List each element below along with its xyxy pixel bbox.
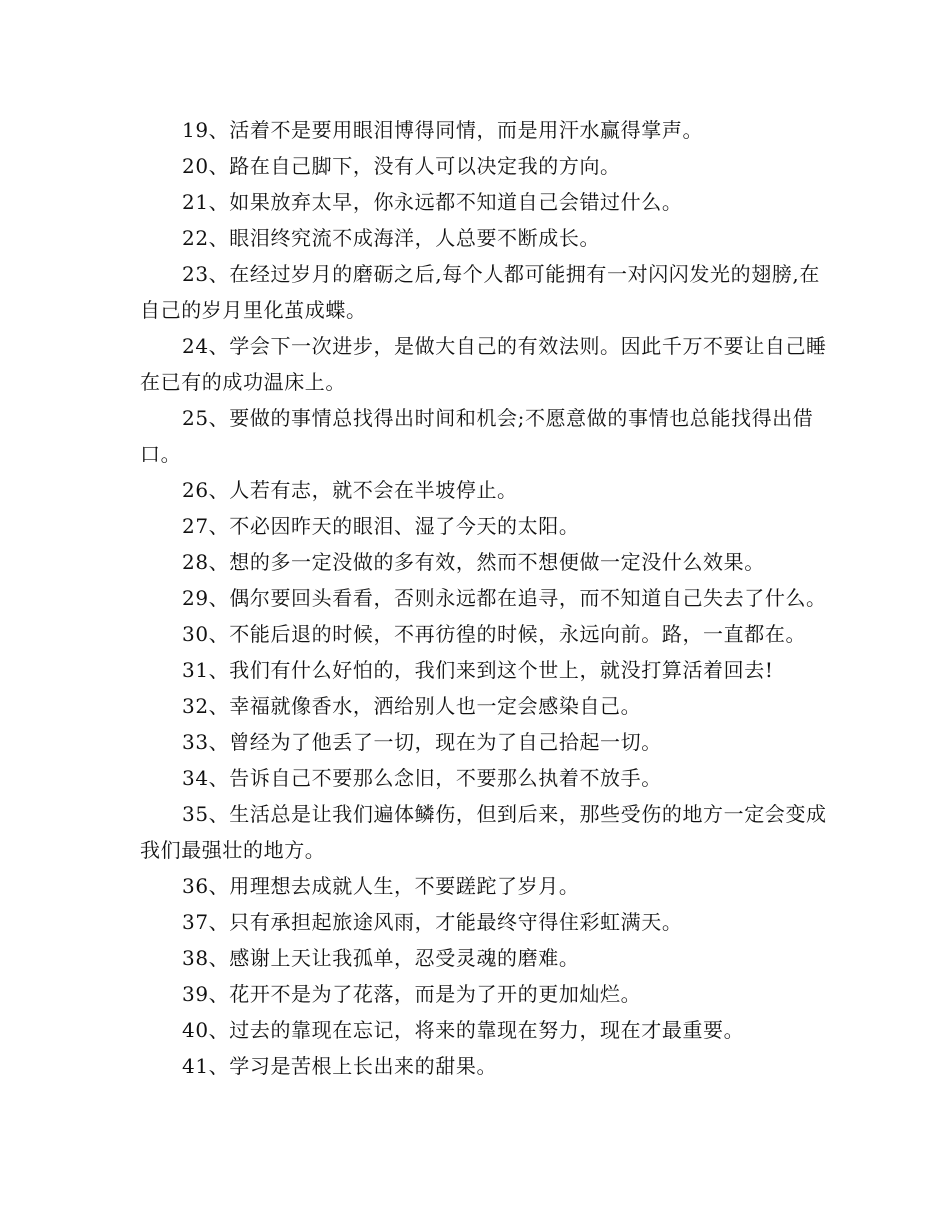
quote-paragraph-38: 38、感谢上天让我孤单，忍受灵魂的磨难。	[182, 946, 580, 970]
quote-paragraph-37: 37、只有承担起旅途风雨，才能最终守得住彩虹满天。	[182, 910, 683, 934]
quote-paragraph-30: 30、不能后退的时候，不再彷徨的时候，永远向前。路，一直都在。	[182, 622, 807, 646]
quote-paragraph-19: 19、活着不是要用眼泪博得同情，而是用汗水赢得掌声。	[182, 118, 704, 142]
quote-paragraph-39: 39、花开不是为了花落，而是为了开的更加灿烂。	[182, 982, 642, 1006]
quote-paragraph-27: 27、不必因昨天的眼泪、湿了今天的太阳。	[182, 514, 580, 538]
quote-paragraph-33: 33、曾经为了他丢了一切，现在为了自己拾起一切。	[182, 730, 662, 754]
quote-list	[140, 112, 830, 1084]
quote-paragraph-26: 26、人若有志，就不会在半坡停止。	[182, 478, 518, 502]
quote-paragraph-41: 41、学习是苦根上长出来的甜果。	[182, 1054, 498, 1078]
quote-paragraph-36: 36、用理想去成就人生，不要蹉跎了岁月。	[182, 874, 580, 898]
quote-paragraph-24: 24、学会下一次进步，是做大自己的有效法则。因此千万不要让自己睡在已有的成功温床上。	[140, 334, 827, 394]
quote-paragraph-20: 20、路在自己脚下，没有人可以决定我的方向。	[182, 154, 621, 178]
quote-paragraph-23: 23、在经过岁月的磨砺之后,每个人都可能拥有一对闪闪发光的翅膀,在自己的岁月里化茧成蝶。	[140, 262, 820, 322]
quote-paragraph-28: 28、想的多一定没做的多有效，然而不想便做一定没什么效果。	[182, 550, 765, 574]
quote-paragraph-29: 29、偶尔要回头看看，否则永远都在追寻，而不知道自己失去了什么。	[182, 586, 827, 610]
quote-paragraph-22: 22、眼泪终究流不成海洋，人总要不断成长。	[182, 226, 601, 250]
quote-paragraph-31: 31、我们有什么好怕的，我们来到这个世上，就没打算活着回去!	[182, 658, 774, 682]
quote-paragraph-35: 35、生活总是让我们遍体鳞伤，但到后来，那些受伤的地方一定会变成我们最强壮的地方。	[140, 802, 827, 862]
quote-paragraph-32: 32、幸福就像香水，洒给别人也一定会感染自己。	[182, 694, 642, 718]
quote-paragraph-40: 40、过去的靠现在忘记，将来的靠现在努力，现在才最重要。	[182, 1018, 745, 1042]
quote-paragraph-21: 21、如果放弃太早，你永远都不知道自己会错过什么。	[182, 190, 683, 214]
quote-paragraph-25: 25、要做的事情总找得出时间和机会;不愿意做的事情也总能找得出借口。	[140, 406, 814, 466]
quote-paragraph-34: 34、告诉自己不要那么念旧，不要那么执着不放手。	[182, 766, 662, 790]
